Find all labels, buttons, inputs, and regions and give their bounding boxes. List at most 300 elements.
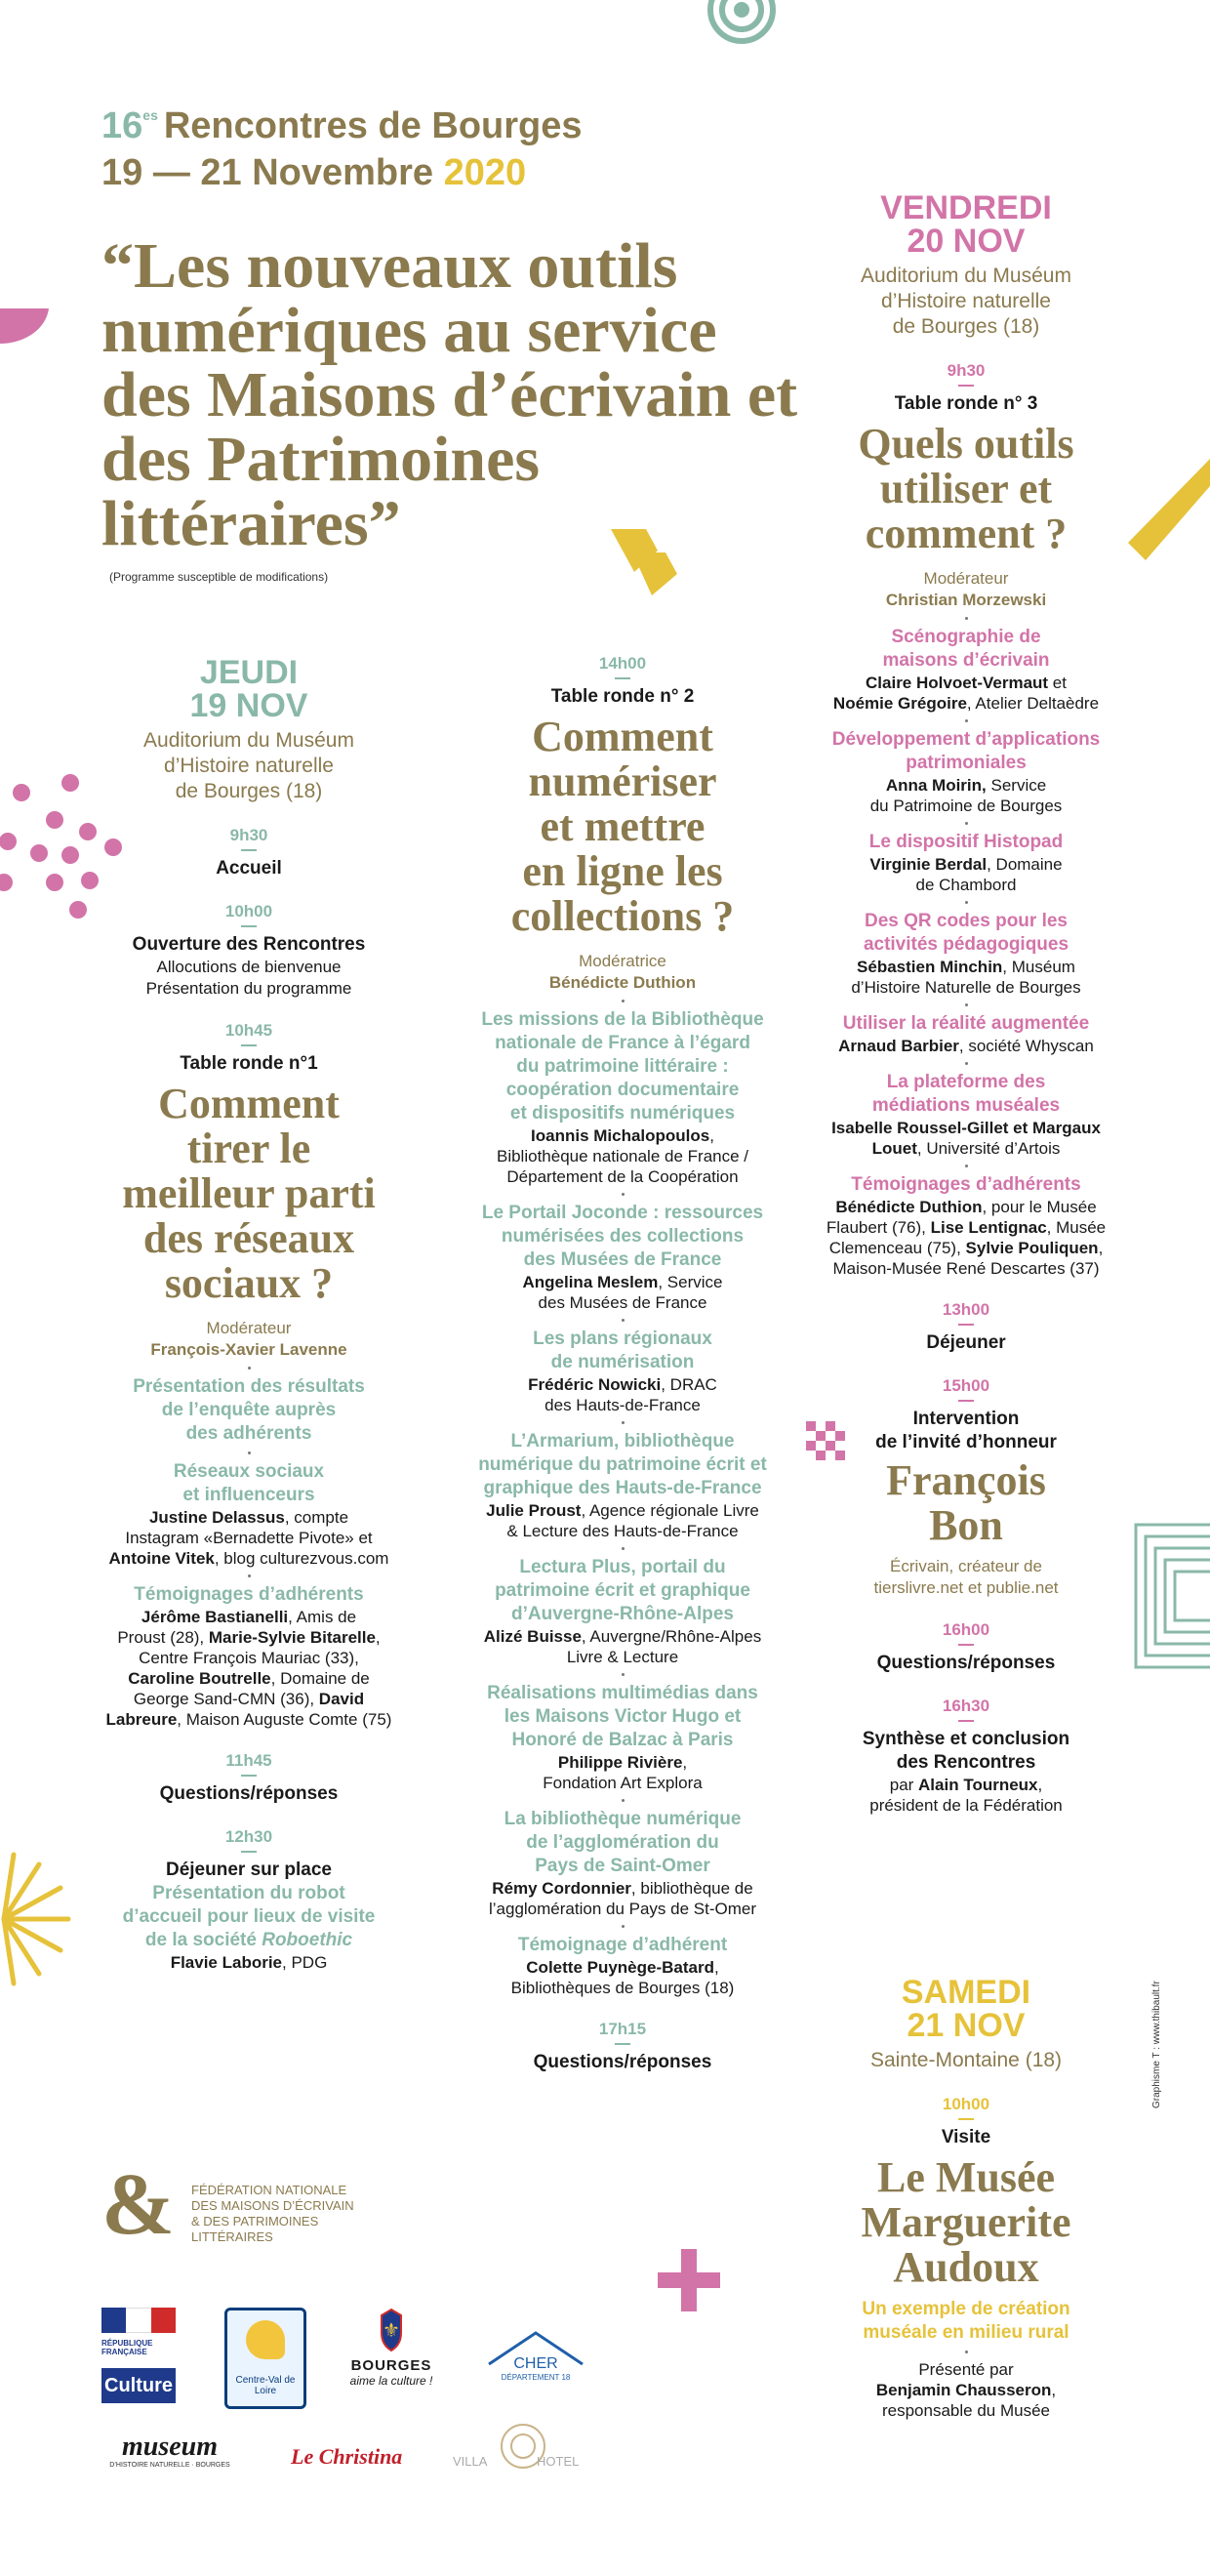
speaker-detail: Instagram «Bernadette Pivote» et: [125, 1529, 373, 1547]
talk-title: Témoignages d’adhérents: [134, 1584, 364, 1605]
title-line: Le Portail Joconde : ressources: [481, 1203, 764, 1223]
speaker-name: Justine Delassus: [148, 1508, 285, 1527]
title-line: Les missions de la Bibliothèque: [481, 1009, 764, 1030]
session-time: 14h00: [598, 654, 647, 673]
talk-speakers: [437, 1500, 808, 1541]
bourges-tagline: aime la culture !: [349, 2374, 433, 2388]
talk-title: [437, 1202, 808, 1272]
talk-speakers: [820, 775, 1112, 816]
separator-dot: [965, 719, 968, 722]
title-line: [88, 1929, 410, 1952]
session-time: 16h00: [942, 1620, 990, 1639]
separator-dot: [965, 901, 968, 904]
title-line: maisons d’écrivain: [882, 650, 1050, 671]
title-line: en ligne les: [522, 847, 723, 895]
speaker-detail: , Amis de: [288, 1608, 357, 1626]
speaker-detail: l’agglomération du Pays de St-Omer: [488, 1900, 757, 1918]
title-line: meilleur parti: [122, 1169, 376, 1217]
separator-dot: [965, 1062, 968, 1065]
speaker-name: Caroline Boutrelle: [128, 1669, 271, 1688]
speaker-name: Bénédicte Duthion: [835, 1198, 983, 1216]
speaker-detail: Service: [986, 776, 1047, 795]
yellow-stripe-decoration: [1128, 459, 1210, 566]
title-line: Réseaux sociaux: [173, 1461, 325, 1482]
guest-name: [820, 1458, 1112, 1548]
speaker-name: Sylvie Pouliquen: [965, 1239, 1099, 1257]
speaker-detail: ,: [375, 1628, 381, 1647]
moderator-name: François-Xavier Lavenne: [150, 1340, 347, 1359]
session-detail: Présentation du programme: [145, 979, 352, 998]
talk-speakers: [437, 1374, 808, 1415]
separator-dot: [622, 1319, 625, 1322]
title-line: La plateforme des: [886, 1072, 1046, 1092]
title-line: Marguerite: [861, 2198, 1071, 2246]
ampersand-icon: &: [101, 2156, 175, 2253]
moderator-label: Modérateur: [206, 1319, 292, 1337]
separator-dot: [622, 1000, 625, 1002]
title-line: L’Armarium, bibliothèque: [510, 1431, 735, 1452]
session-title: [820, 1408, 1112, 1454]
speaker-detail: , Service: [658, 1273, 723, 1291]
speaker-detail: , compte: [284, 1508, 349, 1527]
speaker-detail: , Maison Auguste Comte (75): [177, 1710, 392, 1729]
separator-dot: [622, 1925, 625, 1928]
talk-speakers: [820, 1775, 1112, 1816]
roundtable-title: [820, 422, 1112, 556]
session-time: 11h45: [225, 1751, 272, 1770]
museum-label: museum: [121, 2432, 219, 2462]
roundtable-label: Table ronde n° 2: [550, 686, 695, 707]
fleur-de-lis-icon: [372, 2308, 411, 2352]
talk-speakers: [820, 957, 1112, 998]
cher-logo: [482, 2329, 589, 2397]
separator-dot: [622, 1673, 625, 1676]
program-note: (Programme susceptible de modifications): [109, 570, 329, 584]
talk-title: [820, 728, 1112, 775]
speaker-detail: George Sand-CMN (36),: [133, 1690, 319, 1708]
speaker-name: Alizé Buisse: [483, 1627, 582, 1646]
speaker-detail: & Lecture des Hauts-de-France: [506, 1522, 739, 1540]
visit-title: [820, 2155, 1112, 2290]
venue-line: d’Histoire naturelle: [881, 290, 1051, 312]
cvl-label: Centre-Val de Loire: [235, 2375, 296, 2396]
title-line: Les plans régionaux: [533, 1329, 712, 1349]
speaker-detail: et: [1048, 674, 1067, 692]
session-title: Déjeuner: [926, 1332, 1006, 1353]
day-name: VENDREDI: [880, 189, 1052, 226]
speaker-detail: Proust (28),: [117, 1628, 209, 1647]
day-date: 19 NOV: [189, 687, 308, 724]
dash: [958, 1324, 974, 1326]
session-title: Questions/réponses: [159, 1783, 339, 1804]
speaker-detail: de Chambord: [915, 876, 1017, 894]
title-line: de numérisation: [550, 1352, 695, 1372]
session-title: Ouverture des Rencontres: [132, 934, 366, 955]
speaker-detail: ,: [709, 1126, 714, 1145]
title-line: des adhérents: [185, 1423, 312, 1444]
day-name: JEUDI: [199, 654, 299, 691]
dash: [958, 1720, 974, 1722]
dash: [958, 2118, 974, 2120]
roundtable-title: [88, 1082, 410, 1306]
title-line: activités pédagogiques: [863, 934, 1069, 955]
talk-title: [437, 1008, 808, 1125]
moderator-name: Christian Morzewski: [885, 591, 1047, 609]
talk-title: [88, 1375, 410, 1446]
guest-description: [820, 1556, 1112, 1599]
villa-label: VILLA: [453, 2454, 488, 2469]
dash: [241, 849, 257, 851]
christina-logo: Le Christina: [291, 2444, 403, 2469]
title-line: patrimoniales: [906, 753, 1027, 773]
title-line: de l’agglomération du: [526, 1832, 719, 1853]
speaker-name: Marie-Sylvie Bitarelle: [208, 1628, 376, 1647]
cher-label: CHER: [513, 2355, 558, 2372]
talk-speakers: [88, 1507, 410, 1569]
title-line: Des QR codes pour les: [864, 911, 1068, 931]
bourges-label: BOURGES: [350, 2357, 432, 2374]
fed-line: DES MAISONS D’ÉCRIVAIN: [191, 2198, 354, 2213]
talk-speakers: [437, 1626, 808, 1667]
speaker-name: Ioannis Michalopoulos: [531, 1126, 710, 1145]
speaker-name: Lise Lentignac: [930, 1218, 1047, 1237]
event-edition: [101, 105, 583, 147]
separator-dot: [965, 617, 968, 620]
vendredi-column: [820, 191, 1112, 1816]
speaker-detail: par: [889, 1776, 919, 1794]
roundtable-title: [437, 715, 808, 939]
title-line: et mettre: [540, 802, 706, 850]
session-detail: Allocutions de bienvenue: [156, 958, 342, 976]
speaker-detail: , Atelier Deltaèdre: [966, 694, 1100, 713]
title-line: Quels outils: [858, 420, 1074, 468]
title-line: d’Auvergne-Rhône-Alpes: [510, 1604, 735, 1624]
dash: [615, 677, 630, 679]
culture-logo: Culture: [101, 2368, 176, 2403]
yellow-sunburst-decoration: [0, 1851, 78, 1987]
speaker-detail: Centre François Mauriac (33),: [139, 1649, 359, 1667]
dash: [958, 1644, 974, 1646]
speaker-detail: du Patrimoine de Bourges: [869, 797, 1063, 815]
hotel-label: HOTEL: [537, 2454, 580, 2469]
talk-title: [437, 1556, 808, 1626]
separator-dot: [248, 1367, 251, 1370]
bourges-logo: [336, 2308, 447, 2401]
speaker-detail: Livre & Lecture: [566, 1648, 679, 1666]
moderator-name: Bénédicte Duthion: [548, 973, 697, 992]
title-line: Pays de Saint-Omer: [535, 1856, 710, 1876]
title-line: Comment: [158, 1080, 340, 1127]
federation-name: [191, 2183, 386, 2245]
title-line: Synthèse et conclusion: [862, 1729, 1070, 1749]
speaker-name: Sébastien Minchin: [857, 958, 1003, 976]
talk-title: Le dispositif Histopad: [868, 832, 1064, 852]
session-time: 10h00: [942, 2095, 990, 2113]
speaker-detail: , bibliothèque de: [630, 1879, 753, 1898]
talk-title: [820, 626, 1112, 673]
talk-speakers: [88, 1607, 410, 1730]
event-dates: [101, 152, 526, 194]
title-line: Un exemple de création: [862, 2299, 1070, 2319]
fed-line: & DES PATRIMOINES: [191, 2214, 319, 2228]
event-year: 2020: [443, 152, 527, 193]
dash: [958, 385, 974, 387]
samedi-column: [820, 1976, 1112, 2421]
talk-speakers: [437, 1752, 808, 1793]
speaker-name: Alain Tourneux: [918, 1776, 1038, 1794]
desc-line: tierslivre.net et publie.net: [873, 1578, 1059, 1597]
session-time: 10h00: [224, 902, 273, 920]
speaker-name: Louet: [871, 1139, 917, 1158]
talk-title: [820, 1071, 1112, 1118]
title-line: tirer le: [186, 1124, 311, 1172]
talk-speakers: [437, 1878, 808, 1919]
talk-title: [820, 910, 1112, 957]
title-line: numérisées des collections: [501, 1226, 745, 1247]
talk-title: [88, 1460, 410, 1507]
title-line: graphique des Hauts-de-France: [483, 1478, 762, 1498]
speaker-name: Flavie Laborie: [170, 1953, 283, 1972]
dash: [241, 1851, 257, 1853]
title-line: du patrimoine littéraire :: [516, 1056, 729, 1077]
speaker-name: Colette Puynège-Batard: [526, 1958, 714, 1977]
moderator-label: Modératrice: [579, 952, 666, 970]
speaker-detail: Bibliothèques de Bourges (18): [510, 1979, 735, 1997]
session-title: Questions/réponses: [876, 1653, 1056, 1673]
speaker-name: Philippe Rivière: [557, 1753, 683, 1772]
roundtable-2-column: [437, 654, 808, 2074]
talk-speakers: [437, 1125, 808, 1187]
speaker-detail: , Université d’Artois: [916, 1139, 1061, 1158]
speaker-name: Labreure: [105, 1710, 178, 1729]
speaker-detail: Présenté par: [918, 2360, 1014, 2379]
edition-number: 16: [101, 105, 143, 146]
speaker-name: Rémy Cordonnier: [492, 1879, 631, 1898]
museum-logo: [101, 2433, 238, 2481]
speaker-name: Angelina Meslem: [522, 1273, 659, 1291]
talk-title: [437, 1682, 808, 1752]
pink-half-circle-decoration: [0, 308, 51, 348]
title-line: de l’invité d’honneur: [875, 1432, 1057, 1452]
title-line: Présentation du robot: [152, 1883, 345, 1903]
title-line: médiations muséales: [871, 1095, 1061, 1116]
moderator-label: Modérateur: [923, 569, 1009, 588]
title-line: Intervention: [912, 1409, 1020, 1429]
separator-dot: [248, 1452, 251, 1454]
title-line: des réseaux: [142, 1214, 355, 1262]
title-line: comment ?: [865, 510, 1068, 557]
separator-dot: [965, 1003, 968, 1006]
title-line: numériser: [528, 757, 717, 805]
venue-line: Auditorium du Muséum: [861, 265, 1071, 287]
date-range: 19 — 21 Novembre: [101, 152, 434, 193]
title-line: Présentation des résultats: [133, 1376, 365, 1397]
speaker-detail: responsable du Musée: [881, 2401, 1050, 2420]
venue-line: de Bourges (18): [175, 780, 323, 802]
title-line: collections ?: [510, 892, 735, 940]
session-time: 9h30: [947, 361, 986, 380]
svg-text:⚜: ⚜: [383, 2318, 400, 2342]
dash: [241, 925, 257, 927]
company-name: Roboethic: [262, 1930, 353, 1950]
title-line: Comment: [532, 713, 713, 760]
separator-dot: [248, 1574, 251, 1577]
title-line: Honoré de Balzac à Paris: [511, 1730, 734, 1750]
session-time: 9h30: [229, 826, 268, 844]
title-line: Lectura Plus, portail du: [519, 1557, 726, 1577]
title-line: et dispositifs numériques: [509, 1103, 736, 1124]
museum-sublabel: D’HISTOIRE NATURELLE · BOURGES: [109, 2462, 230, 2469]
title-line: utiliser et: [879, 465, 1053, 512]
speaker-name: Noémie Grégoire: [832, 694, 967, 713]
title-line: Audoux: [893, 2243, 1039, 2291]
title-line: et influenceurs: [182, 1485, 315, 1505]
title-line: Scénographie de: [891, 627, 1041, 647]
venue-line: d’Histoire naturelle: [164, 755, 334, 777]
session-title: Accueil: [216, 858, 282, 879]
session-time: 15h00: [942, 1376, 990, 1395]
day-date: 21 NOV: [907, 2007, 1026, 2044]
speaker-detail: , Auvergne/Rhône-Alpes: [581, 1627, 762, 1646]
speaker-name: Antoine Vitek: [108, 1549, 215, 1568]
talk-speakers: [88, 1952, 410, 1973]
talk-title: Utiliser la réalité augmentée: [842, 1013, 1090, 1034]
region-icon: [246, 2320, 285, 2359]
speaker-detail: Flaubert (76),: [826, 1218, 931, 1237]
republique-francaise-logo: [101, 2308, 176, 2366]
session-title: Questions/réponses: [533, 2052, 712, 2072]
speaker-detail: ,: [1037, 1776, 1043, 1794]
speaker-name: Jérôme Bastianelli: [141, 1608, 289, 1626]
dash: [241, 1044, 257, 1046]
title-line: des Rencontres: [896, 1752, 1036, 1773]
separator-dot: [622, 1193, 625, 1196]
speaker-detail: , société Whyscan: [958, 1037, 1094, 1055]
speaker-detail: ,: [713, 1958, 719, 1977]
speaker-detail: , Agence régionale Livre: [581, 1501, 759, 1520]
session-time: 16h30: [942, 1697, 990, 1715]
speaker-detail: des Hauts-de-France: [544, 1396, 701, 1414]
talk-speakers: [820, 1118, 1112, 1159]
talk-speakers: [820, 1036, 1112, 1056]
session-subtitle: [88, 1882, 410, 1952]
talk-speakers: [437, 1957, 808, 1998]
venue: [88, 728, 410, 804]
session-time: 17h15: [598, 2020, 647, 2038]
roundtable-label: Table ronde n°1: [180, 1053, 318, 1074]
villa-hotel-logo: [453, 2417, 589, 2481]
speaker-detail: , DRAC: [661, 1375, 717, 1394]
fed-line: LITTÉRAIRES: [191, 2229, 273, 2244]
separator-dot: [622, 1547, 625, 1550]
title-line: les Maisons Victor Hugo et: [504, 1706, 742, 1727]
title-line: François: [886, 1456, 1046, 1504]
venue-line: de Bourges (18): [892, 315, 1040, 338]
separator-dot: [965, 822, 968, 825]
day-name: SAMEDI: [901, 1974, 1031, 2011]
title-line: Développement d’applications: [831, 729, 1101, 750]
separator-dot: [965, 2351, 968, 2353]
talk-speakers: [820, 2359, 1112, 2421]
title-line: numérique du patrimoine écrit et: [478, 1454, 767, 1475]
edition-suffix: es: [142, 107, 158, 123]
talk-speakers: [820, 673, 1112, 714]
title-line: patrimoine écrit et graphique: [495, 1580, 750, 1601]
session-time: 12h30: [224, 1827, 273, 1846]
speaker-detail: , PDG: [282, 1953, 328, 1972]
title-line: muséale en milieu rural: [863, 2322, 1069, 2343]
title-line: sociaux ?: [164, 1259, 334, 1307]
title-line: d’accueil pour lieux de visite: [122, 1906, 376, 1927]
separator-dot: [622, 1421, 625, 1424]
session-time: 13h00: [942, 1300, 990, 1319]
green-concentric-squares-decoration: [1134, 1523, 1210, 1669]
day-date: 20 NOV: [907, 223, 1026, 260]
jeudi-column: [88, 656, 410, 1973]
dash: [241, 1775, 257, 1777]
title-line: nationale de France à l’égard: [495, 1033, 750, 1053]
speaker-name: Arnaud Barbier: [838, 1037, 959, 1055]
session-title: Visite: [941, 2127, 991, 2147]
speaker-detail: Clemenceau (75),: [828, 1239, 966, 1257]
title-line: coopération documentaire: [505, 1080, 740, 1100]
venue-line: Auditorium du Muséum: [143, 729, 354, 752]
speaker-name: Virginie Berdal: [869, 855, 988, 874]
fed-line: FÉDÉRATION NATIONALE: [191, 2183, 347, 2197]
cher-sublabel: DÉPARTEMENT 18: [501, 2373, 571, 2382]
speaker-name: Isabelle Roussel-Gillet et Margaux: [831, 1119, 1101, 1137]
speaker-name: Benjamin Chausseron: [875, 2381, 1052, 2399]
speaker-detail: Bibliothèque nationale de France /: [496, 1147, 748, 1165]
speaker-detail: , Domaine: [987, 855, 1063, 874]
speaker-detail: président de la Fédération: [869, 1796, 1063, 1815]
session-title: Déjeuner sur place: [165, 1860, 333, 1880]
speaker-name: David: [318, 1690, 365, 1708]
talk-speakers: [820, 1197, 1112, 1279]
speaker-name: Julie Proust: [486, 1501, 582, 1520]
speaker-detail: , Muséum: [1002, 958, 1075, 976]
talk-title: [437, 1808, 808, 1878]
target-circle-decoration: [705, 0, 779, 47]
title-line: de l’enquête auprès: [161, 1400, 337, 1420]
roundtable-label: Table ronde n° 3: [894, 393, 1038, 414]
title-line: Bon: [929, 1501, 1003, 1549]
event-name: Rencontres de Bourges: [163, 105, 583, 146]
centre-val-de-loire-logo: [224, 2308, 306, 2409]
session-title: [820, 1728, 1112, 1775]
venue: [820, 264, 1112, 340]
speaker-detail: ,: [1051, 2381, 1057, 2399]
title-line: Le Musée: [876, 2153, 1056, 2201]
talk-title: Témoignage d’adhérent: [517, 1935, 728, 1955]
desc-line: Écrivain, créateur de: [890, 1557, 1042, 1575]
title-part: de la société: [144, 1930, 262, 1950]
main-title: “Les nouveaux outils numériques au service des Maisons d’écrivain et des Patrimoines littéraires”: [101, 230, 798, 559]
talk-speakers: [820, 854, 1112, 895]
speaker-detail: , Domaine de: [270, 1669, 370, 1688]
title-line: des Musées de France: [523, 1249, 722, 1270]
separator-dot: [622, 1799, 625, 1802]
dash: [958, 1400, 974, 1402]
speaker-detail: , blog culturezvous.com: [214, 1549, 389, 1568]
rf-label: RÉPUBLIQUE FRANÇAISE: [101, 2339, 153, 2356]
title-line: La bibliothèque numérique: [504, 1809, 742, 1829]
speaker-detail: Maison-Musée René Descartes (37): [832, 1259, 1100, 1278]
speaker-detail: ,: [682, 1753, 688, 1772]
speaker-detail: Département de la Coopération: [506, 1167, 739, 1186]
speaker-detail: , Musée: [1046, 1218, 1107, 1237]
speaker-detail: Fondation Art Explora: [543, 1774, 703, 1792]
